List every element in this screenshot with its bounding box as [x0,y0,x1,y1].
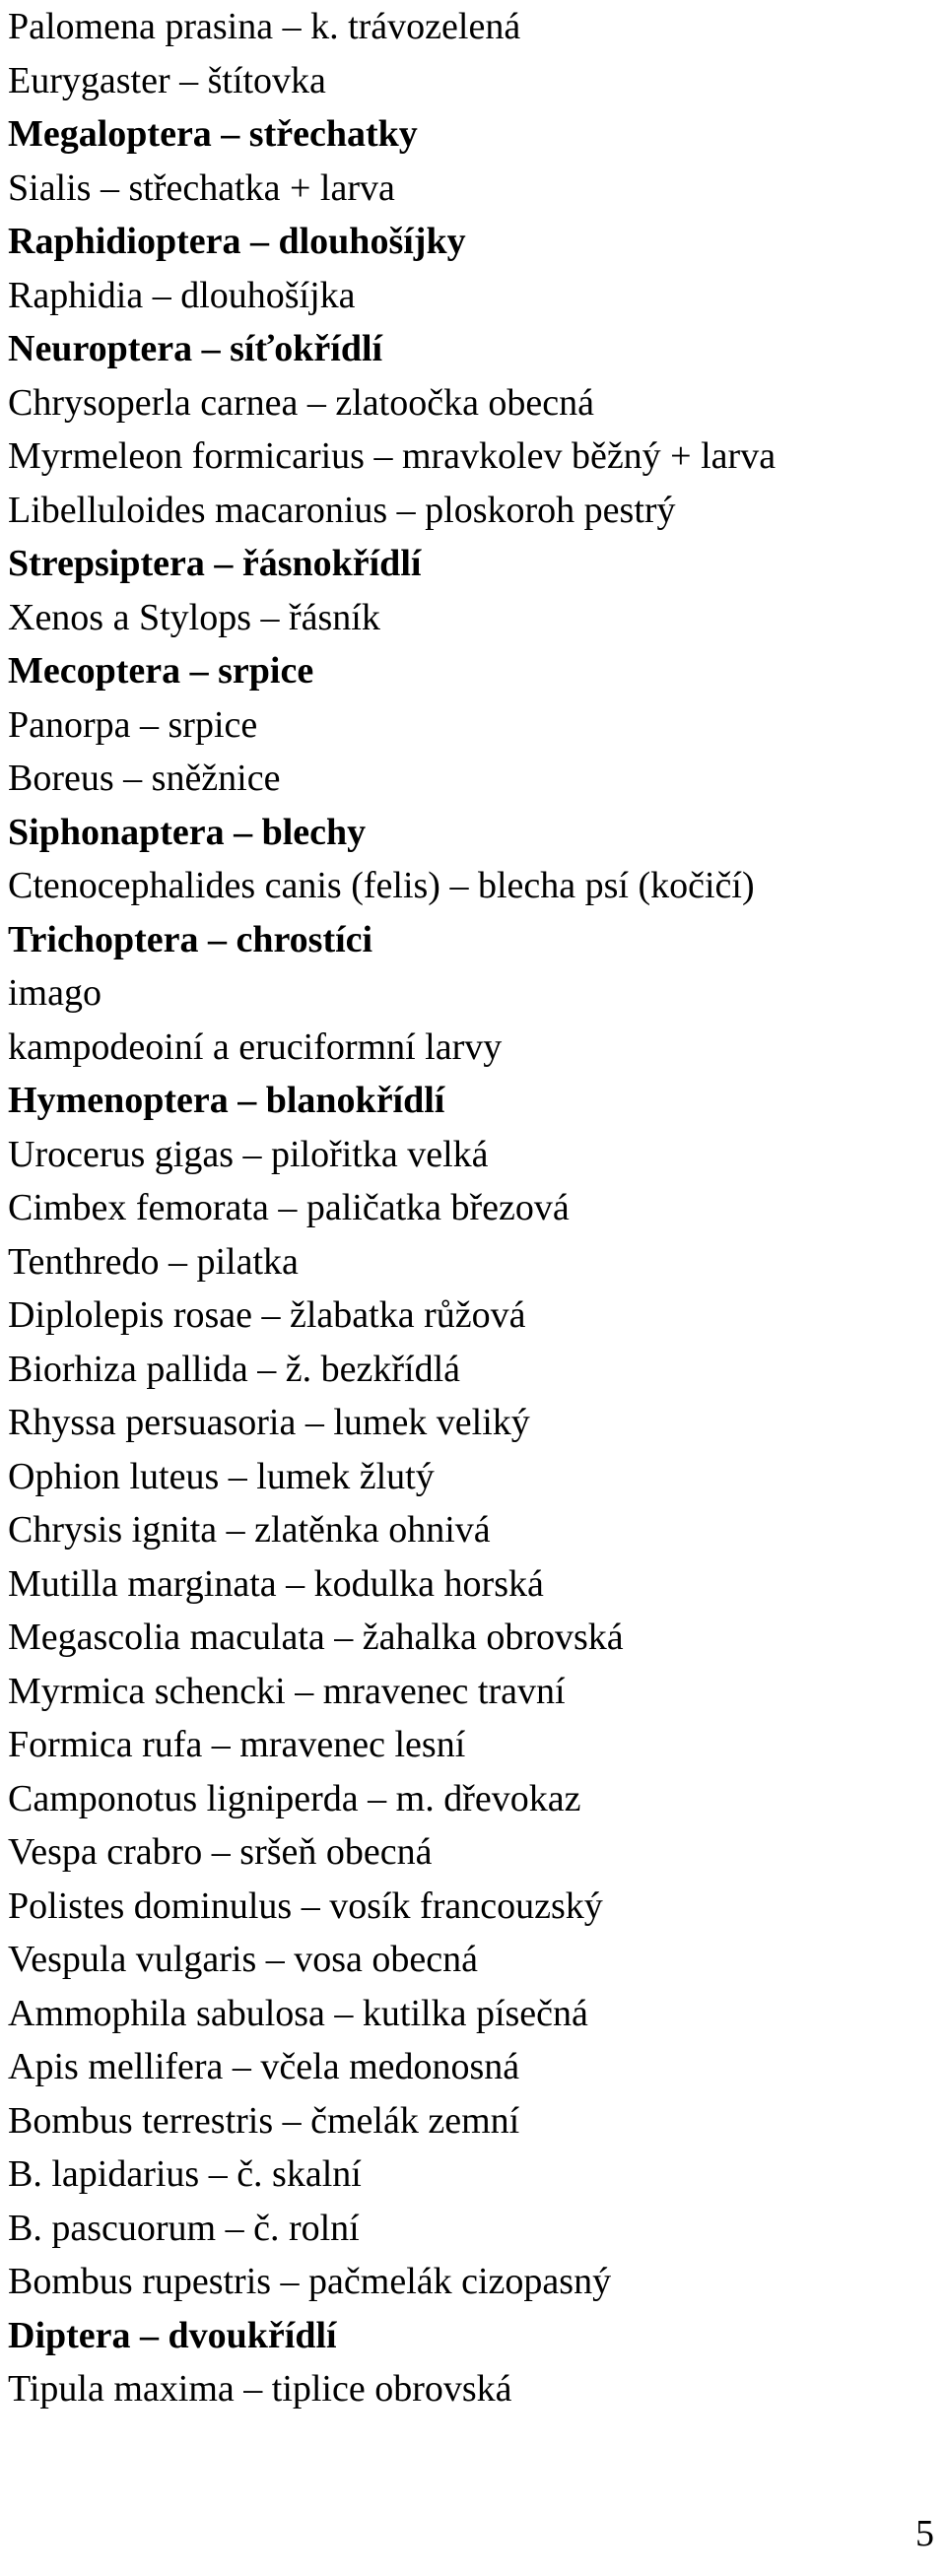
species-entry: Myrmica schencki – mravenec travní [8,1670,566,1712]
species-entry: Tipula maxima – tiplice obrovská [8,2368,512,2410]
order-heading: Mecoptera – srpice [8,650,314,692]
species-entry: Polistes dominulus – vosík francouzský [8,1884,603,1927]
species-entry: kampodeoiní a eruciformní larvy [8,1025,503,1068]
species-entry: Vespula vulgaris – vosa obecná [8,1939,478,1980]
order-heading: Neuroptera – síťokřídlí [8,328,383,369]
species-entry: Bombus terrestris – čmelák zemní [8,2099,520,2142]
species-entry: Bombus rupestris – pačmelák cizopasný [8,2261,612,2302]
species-entry: Megascolia maculata – žahalka obrovská [8,1617,624,1658]
species-entry: Panorpa – srpice [8,703,258,746]
species-entry: Libelluloides macaronius – ploskoroh pestrý [8,489,676,531]
order-heading: Strepsiptera – řásnokřídlí [8,543,422,584]
species-entry: B. lapidarius – č. skalní [8,2153,362,2195]
species-entry: Ammophila sabulosa – kutilka písečná [8,1992,588,2034]
species-entry: Vespa crabro – sršeň obecná [8,1831,433,1873]
species-entry: Chrysis ignita – zlatěnka ohnivá [8,1509,491,1551]
species-entry: Camponotus ligniperda – m. dřevokaz [8,1777,581,1819]
species-entry: Myrmeleon formicarius – mravkolev běžný + larva [8,435,777,477]
species-entry: Palomena prasina – k. trávozelená [8,6,521,47]
species-entry: Ophion luteus – lumek žlutý [8,1455,435,1497]
species-entry: Sialis – střechatka + larva [8,166,395,209]
species-entry: imago [8,972,101,1014]
page-number: 5 [915,2513,934,2554]
species-entry: B. pascuorum – č. rolní [8,2207,360,2249]
species-entry: Diplolepis rosae – žlabatka růžová [8,1294,526,1336]
species-entry: Ctenocephalides canis (felis) – blecha psí (kočičí) [8,865,755,906]
order-heading: Trichoptera – chrostíci [8,918,373,960]
species-entry: Formica rufa – mravenec lesní [8,1724,466,1765]
order-heading: Diptera – dvoukřídlí [8,2314,337,2356]
species-list [8,0,934,2416]
species-entry: Raphidia – dlouhošíjka [8,274,356,316]
species-entry: Xenos a Stylops – řásník [8,596,380,638]
species-entry: Boreus – sněžnice [8,758,281,799]
species-entry: Biorhiza pallida – ž. bezkřídlá [8,1348,460,1390]
order-heading: Siphonaptera – blechy [8,811,367,853]
species-entry: Rhyssa persuasoria – lumek veliký [8,1402,530,1443]
species-entry: Cimbex femorata – paličatka březová [8,1187,570,1228]
species-entry: Eurygaster – štítovka [8,59,326,101]
order-heading: Raphidioptera – dlouhošíjky [8,221,466,262]
species-entry: Tenthredo – pilatka [8,1240,299,1283]
species-entry: Apis mellifera – včela medonosná [8,2046,520,2087]
order-heading: Hymenoptera – blanokřídlí [8,1080,445,1121]
species-entry: Chrysoperla carnea – zlatoočka obecná [8,381,595,424]
species-entry: Urocerus gigas – pilořitka velká [8,1133,489,1175]
order-heading: Megaloptera – střechatky [8,113,418,155]
species-entry: Mutilla marginata – kodulka horská [8,1562,544,1605]
